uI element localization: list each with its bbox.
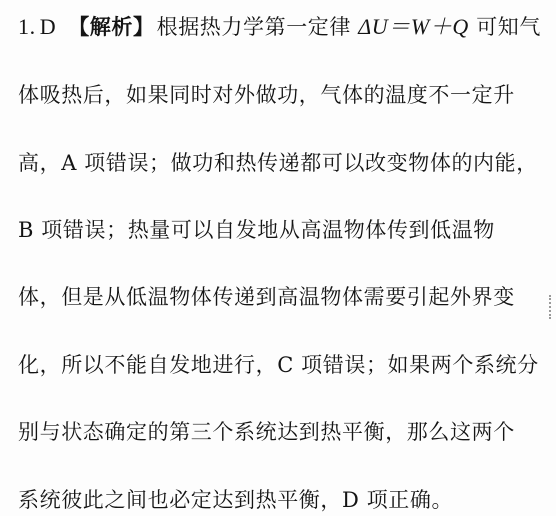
explanation-line-2: 体吸热后，如果同时对外做功，气体的温度不一定升 [18, 83, 515, 107]
page-edge-mark [549, 295, 554, 319]
explanation-text-start: 根据热力学第一定律 [156, 15, 352, 39]
explanation-line-8: 系统彼此之间也必定达到热平衡，D 项正确。 [18, 488, 454, 512]
explanation-line-3: 高，A 项错误；做功和热传递都可以改变物体的内能， [18, 151, 538, 175]
first-law-formula: ΔU＝W＋Q [358, 14, 469, 39]
explanation-line-6: 化，所以不能自发地进行，C 项错误；如果两个系统分 [18, 353, 539, 377]
answer-letter: D [39, 14, 57, 39]
question-number: 1. [18, 14, 36, 39]
explanation-line-1 [18, 14, 546, 40]
analysis-tag: 【解析】 [68, 14, 155, 39]
explanation-line-5: 体，但是从低温物体传递到高温物体需要引起外界变 [18, 285, 515, 309]
explanation-text-tail: 可知气 [476, 15, 542, 39]
explanation-line-4: B 项错误；热量可以自发地从高温物体传到低温物 [18, 218, 495, 242]
explanation-line-7: 别与状态确定的第三个系统达到热平衡，那么这两个 [18, 420, 515, 444]
